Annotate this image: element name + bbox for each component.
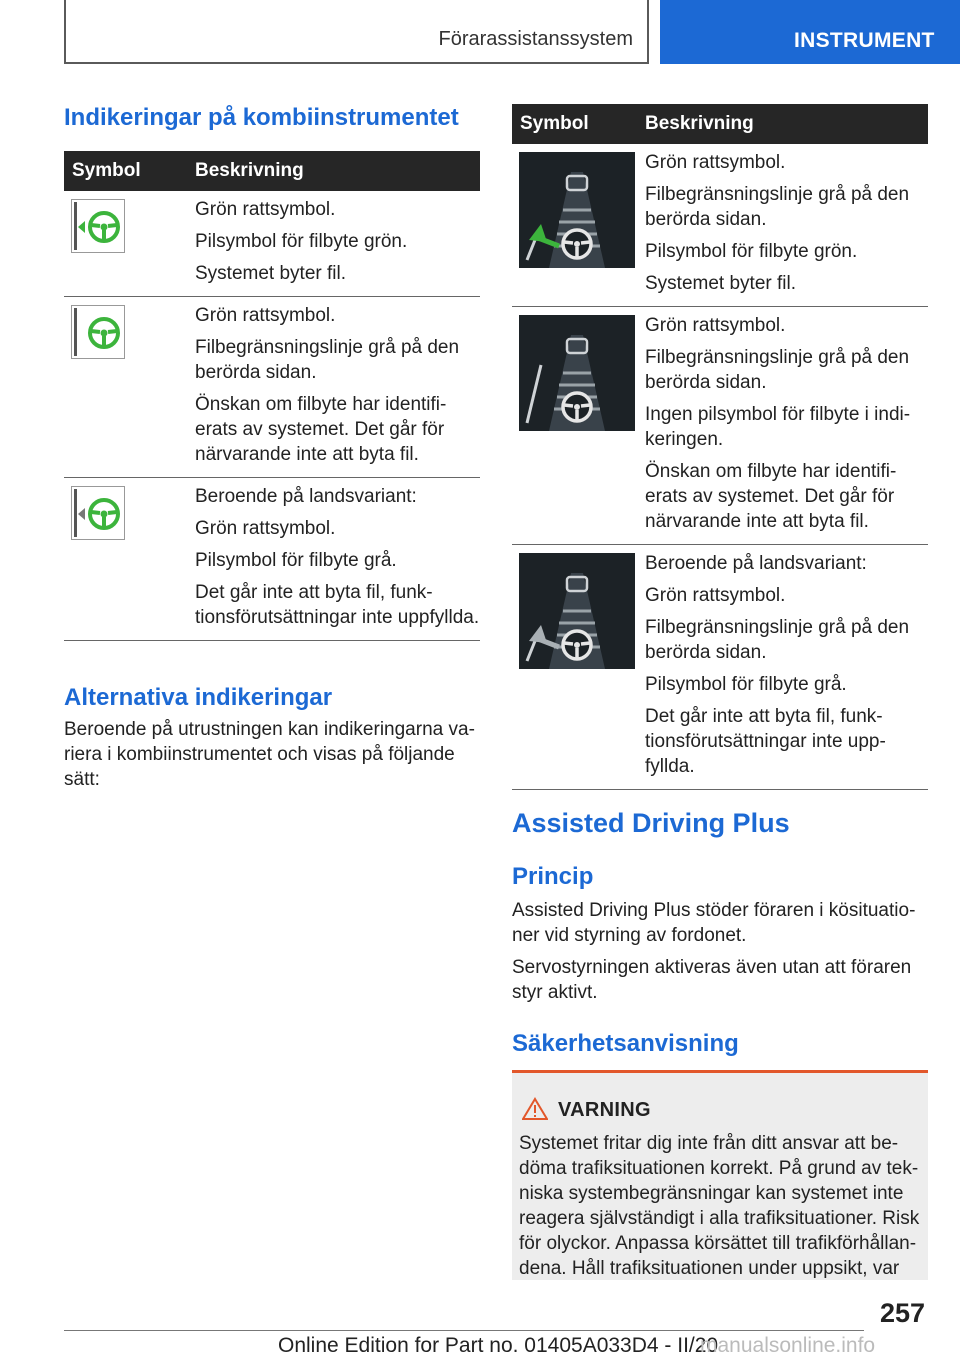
chapter-title: Förarassistanssystem [438, 28, 633, 50]
footer-edition: Online Edition for Part no. 01405A033D4 - II/20 [278, 1334, 719, 1357]
principle-heading: Princip [512, 863, 594, 890]
table-row [64, 191, 480, 297]
description-line: Beroende på landsvariant: [195, 486, 417, 507]
principle-paragraph: Assisted Driving Plus stöder föraren i kösituationer vid styrning av fordonet. [512, 900, 916, 946]
description-line: Beroende på landsvariant: [645, 553, 867, 574]
description-line: Filbegränsningslinje grå på den berörda sidan. [645, 184, 910, 230]
warning-title: VARNING [558, 1099, 651, 1121]
description-line: Önskan om filbyte har identifierats av systemet. Det går för närvarande inte att byta fil. [195, 394, 447, 465]
lane-change-display-lane-line-icon [519, 315, 635, 431]
description-line: Pilsymbol för filbyte grå. [195, 550, 397, 571]
alternative-paragraph: Beroende på utrustningen kan indikeringarna variera i kombiinstrumentet och visas på följande sätt: [64, 719, 475, 790]
indicator-heading: Indikeringar på kombiinstrumentet [64, 104, 459, 131]
description-line: Grön rattsymbol. [195, 518, 336, 539]
table-row [512, 307, 928, 545]
warning-box [512, 1070, 928, 1280]
description-line: Pilsymbol för filbyte grå. [645, 674, 847, 695]
description-line: Ingen pilsymbol för filbyte i indikeringen. [645, 404, 911, 450]
principle-text [512, 898, 928, 1012]
description-line: Grön rattsymbol. [195, 305, 336, 326]
principle-paragraph: Servostyrningen aktiveras även utan att föraren styr aktivt. [512, 957, 912, 1003]
section-title-assisted-driving: Assisted Driving Plus [512, 808, 790, 838]
description-line: Det går inte att byta fil, funktionsförutsättningar inte uppfyllda. [645, 706, 886, 777]
steering-wheel-green-lane-line-icon [71, 305, 125, 359]
chapter-tab [64, 0, 649, 64]
table-row [512, 545, 928, 790]
description-line: Önskan om filbyte har identifierats av systemet. Det går för närvarande inte att byta fil. [645, 461, 897, 532]
col-description-header: Beskrivning [185, 151, 480, 191]
table-header-row [64, 151, 480, 191]
warning-text: Systemet fritar dig inte från ditt ansvar att bedöma trafiksituationen korrekt. På grund av tekniska systembegränsningar kan systemet inte reagera självständigt i alla trafiksituationer. Risk för olyckor. Anpassa körsättet till trafikförhållandena. Håll trafiksituationen under uppsikt, var [519, 1133, 920, 1279]
table-header-row [512, 104, 928, 144]
alternative-indicator-table [512, 104, 928, 790]
section-tab [660, 0, 960, 64]
description-line: Systemet byter fil. [195, 263, 346, 284]
description-line: Filbegränsningslinje grå på den berörda sidan. [195, 337, 460, 383]
description-line: Grön rattsymbol. [195, 199, 336, 220]
description-line: Det går inte att byta fil, funktionsförutsättningar inte uppfyllda. [195, 582, 480, 628]
description-line: Systemet byter fil. [645, 273, 796, 294]
description-line: Grön rattsymbol. [645, 152, 786, 173]
page-number: 257 [880, 1298, 926, 1328]
warning-triangle-icon [522, 1097, 548, 1121]
table-row [512, 144, 928, 307]
col-description-header: Beskrivning [635, 104, 928, 144]
indicator-table [64, 151, 480, 641]
alternative-text [64, 717, 480, 799]
description-line: Filbegränsningslinje grå på den berörda sidan. [645, 347, 910, 393]
description-line: Filbegränsningslinje grå på den berörda sidan. [645, 617, 910, 663]
safety-heading: Säkerhetsanvisning [512, 1030, 739, 1057]
steering-wheel-green-arrow-icon [71, 199, 125, 253]
col-symbol-header: Symbol [512, 104, 635, 144]
lane-change-display-grey-arrow-icon [519, 553, 635, 669]
footer-divider [64, 1330, 864, 1331]
col-symbol-header: Symbol [64, 151, 185, 191]
description-line: Pilsymbol för filbyte grön. [195, 231, 408, 252]
steering-wheel-grey-arrow-icon [71, 486, 125, 540]
alternative-heading: Alternativa indikeringar [64, 684, 333, 711]
description-line: Grön rattsymbol. [645, 315, 786, 336]
lane-change-display-green-arrow-icon [519, 152, 635, 268]
description-line: Pilsymbol för filbyte grön. [645, 241, 858, 262]
watermark: manualsonline.info [700, 1334, 876, 1357]
description-line: Grön rattsymbol. [645, 585, 786, 606]
section-title: INSTRUMENT [794, 29, 935, 52]
table-row [64, 297, 480, 478]
table-row [64, 478, 480, 641]
